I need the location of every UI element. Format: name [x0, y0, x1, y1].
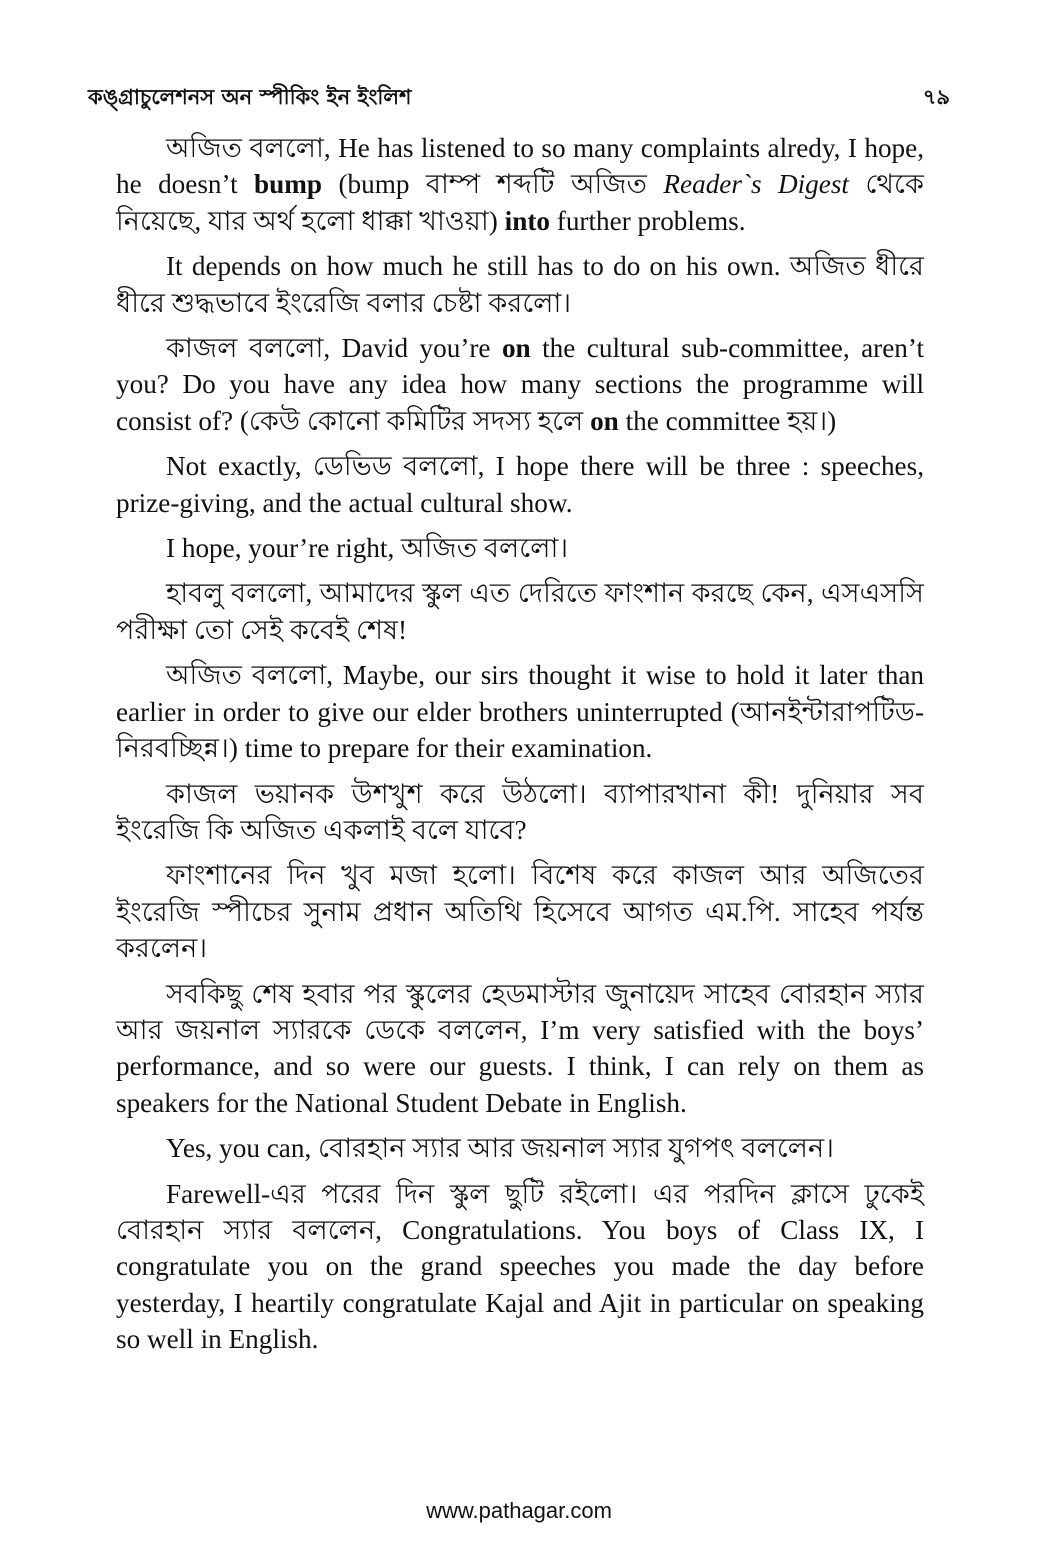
paragraph-2: It depends on how much he still has to do on his own. অজিত ধীরে ধীরে শুদ্ধভাবে ইংরেজি বলার চেষ্টা করলো। — [116, 251, 924, 318]
paragraph-3-bold-on-2: on — [590, 405, 619, 436]
paragraph-1-bold-into: into — [504, 205, 550, 236]
page-number: ৭৯ — [922, 84, 950, 109]
paragraph-1-part-c: (bump বাম্প শব্দটি অজিত — [322, 169, 664, 200]
paragraph-4: Not exactly, ডেভিড বললো, I hope there will be three : speeches, prize-giving, and the actual cultural show. — [116, 451, 924, 518]
paragraph-11: Yes, you can, বোরহান স্যার আর জয়নাল স্যার যুগপৎ বললেন। — [166, 1133, 834, 1164]
paragraph-1 — [116, 130, 924, 239]
paragraph-3-part-e: the committee হয়।) — [618, 405, 837, 436]
running-title: কঙ্গ্রাচুলেশনস অন স্পীকিং ইন ইংলিশ — [88, 84, 412, 109]
paragraph-3 — [116, 330, 924, 439]
paragraph-7: অজিত বললো, Maybe, our sirs thought it wise to hold it later than earlier in order to give our elder brothers uninterrupted (আনইন্টারাপটিড-নিরবচ্ছিন্ন।) time to prepare for their examination. — [116, 660, 924, 764]
paragraph-1-part-g: further problems. — [549, 205, 746, 236]
paragraph-3-part-a: কাজল বললো, David you’re — [166, 333, 502, 364]
paragraph-1-italic-readers-digest: Reader`s Digest — [663, 169, 849, 200]
paragraph-8: কাজল ভয়ানক উশখুশ করে উঠলো। ব্যাপারখানা কী! দুনিয়ার সব ইংরেজি কি অজিত একলাই বলে যাবে? — [116, 778, 924, 845]
paragraph-1-part-e: থেকে নিয়েছে, যার অর্থ হলো ধাক্কা খাওয়া) — [116, 169, 924, 236]
paragraph-12: Farewell-এর পরের দিন স্কুল ছুটি রইলো। এর পরদিন ক্লাসে ঢুকেই বোরহান স্যার বললেন, Congratulations. You boys of Class IX, I congratulate you on the grand speeches you made the day before yesterday, I heartily congratulate Kajal and Ajit in particular on speaking so well in English. — [116, 1178, 924, 1355]
paragraph-10: সবকিছু শেষ হবার পর স্কুলের হেডমাস্টার জুনায়েদ সাহেব বোরহান স্যার আর জয়নাল স্যারকে ডেকে বললেন, I’m very satisfied with the boys’ performance, and so were our guests. I think, I can rely on them as speakers for the National Student Debate in English. — [116, 978, 924, 1118]
body-text — [116, 130, 924, 1367]
paragraph-3-part-c: the cultural sub-committee, aren’t you? Do you have any idea how many sections the programme will consist of? (কেউ কোনো কমিটির সদস্য হলে — [116, 333, 924, 436]
paragraph-5: I hope, your’re right, অজিত বললো। — [166, 533, 569, 564]
paragraph-1-bold-bump: bump — [254, 169, 323, 200]
running-header — [88, 78, 950, 118]
footer-url: www.pathagar.com — [426, 1498, 612, 1523]
paragraph-6: হাবলু বললো, আমাদের স্কুল এত দেরিতে ফাংশান করছে কেন, এসএসসি পরীক্ষা তো সেই কবেই শেষ! — [116, 578, 924, 645]
paragraph-1-part-a: অজিত বললো, He has listened to so many complaints alredy, I hope, he doesn’t — [116, 133, 924, 200]
paragraph-3-bold-on: on — [501, 333, 531, 364]
paragraph-9: ফাংশানের দিন খুব মজা হলো। বিশেষ করে কাজল আর অজিতের ইংরেজি স্পীচের সুনাম প্রধান অতিথি হিসেবে আগত এম.পি. সাহেব পর্যন্ত করলেন। — [116, 860, 924, 964]
